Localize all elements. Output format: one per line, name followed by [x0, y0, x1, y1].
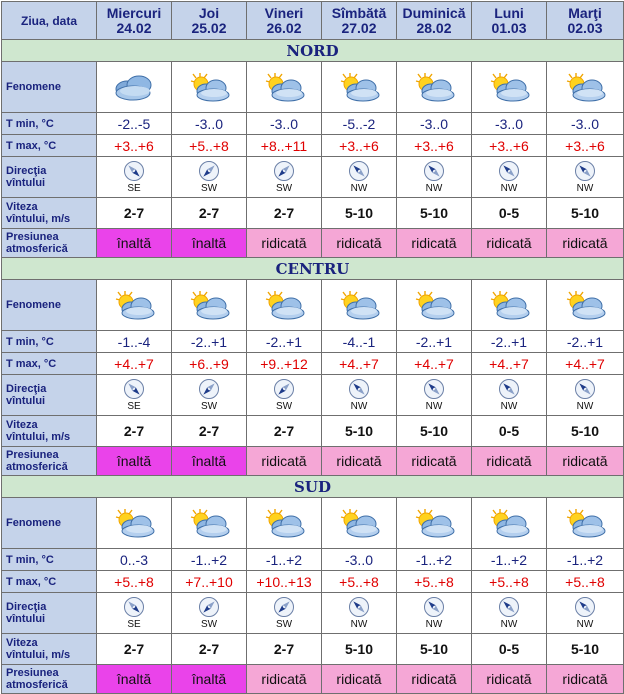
forecast-body	[2, 40, 624, 694]
wind-direction-cell	[472, 593, 547, 634]
tmin-value: -3..0	[322, 549, 397, 571]
tmin-value: -5..-2	[322, 113, 397, 135]
tmin-value: -1..-4	[97, 331, 172, 353]
wind-direction-cell	[247, 375, 322, 416]
tmax-row	[2, 353, 624, 375]
pressure-value: ridicată	[322, 447, 397, 476]
wind-direction-label: NW	[576, 401, 594, 412]
day-header	[322, 2, 397, 40]
row-label-line: Direcţia	[6, 383, 47, 395]
tmin-row	[2, 549, 624, 571]
wind-direction-label: SE	[127, 619, 141, 630]
row-label	[2, 593, 97, 634]
fenomene-row	[2, 62, 624, 113]
tmin-value: 0..-3	[97, 549, 172, 571]
tmax-value: +4..+7	[322, 353, 397, 375]
wind-speed-value: 5-10	[547, 198, 624, 229]
wind-direction-label: NW	[425, 183, 443, 194]
day-name: Duminică	[402, 4, 466, 21]
tmax-value: +7..+10	[172, 571, 247, 593]
row-label	[2, 665, 97, 694]
compass-icon	[123, 160, 145, 182]
pressure-value: ridicată	[472, 229, 547, 258]
corner-label: Ziua, data	[2, 2, 97, 40]
partly-sunny-icon	[172, 498, 247, 549]
row-label-line: vîntului, m/s	[6, 431, 71, 443]
tmin-value: -2..+1	[247, 331, 322, 353]
compass-icon	[574, 160, 596, 182]
wind-direction-cell	[472, 375, 547, 416]
partly-sunny-icon	[397, 498, 472, 549]
tmin-value: -3..0	[247, 113, 322, 135]
wind-speed-value: 0-5	[472, 634, 547, 665]
wind-speed-value: 2-7	[172, 198, 247, 229]
partly-sunny-icon	[397, 280, 472, 331]
wind-direction-row	[2, 375, 624, 416]
wind-direction-cell	[472, 157, 547, 198]
partly-sunny-icon	[247, 280, 322, 331]
tmin-value: -2..-5	[97, 113, 172, 135]
wind-speed-row	[2, 416, 624, 447]
partly-sunny-icon	[547, 498, 624, 549]
region-name: NORD	[2, 40, 624, 62]
region-row	[2, 40, 624, 62]
pressure-value: ridicată	[322, 665, 397, 694]
wind-direction-cell	[97, 157, 172, 198]
wind-direction-cell	[247, 157, 322, 198]
tmax-row	[2, 135, 624, 157]
row-label	[2, 416, 97, 447]
tmax-value: +10..+13	[247, 571, 322, 593]
wind-speed-value: 5-10	[397, 416, 472, 447]
partly-sunny-icon	[322, 498, 397, 549]
row-label-line: Viteza	[6, 637, 38, 649]
wind-direction-label: NW	[500, 619, 518, 630]
row-label-line: Viteza	[6, 201, 38, 213]
row-label-line: Presiunea	[6, 667, 59, 679]
pressure-value: ridicată	[472, 665, 547, 694]
compass-icon	[498, 378, 520, 400]
day-date: 25.02	[191, 19, 227, 36]
tmin-value: -4..-1	[322, 331, 397, 353]
wind-direction-cell	[547, 375, 624, 416]
wind-speed-value: 0-5	[472, 416, 547, 447]
wind-direction-label: NW	[576, 619, 594, 630]
wind-direction-cell	[97, 593, 172, 634]
tmax-value: +5..+8	[322, 571, 397, 593]
row-label	[2, 375, 97, 416]
tmax-value: +8..+11	[247, 135, 322, 157]
wind-direction-cell	[397, 593, 472, 634]
wind-speed-value: 2-7	[97, 416, 172, 447]
pressure-value: înaltă	[172, 229, 247, 258]
tmax-value: +4..+7	[397, 353, 472, 375]
day-header	[247, 2, 322, 40]
wind-speed-value: 5-10	[397, 198, 472, 229]
row-label	[2, 157, 97, 198]
tmax-value: +4..+7	[472, 353, 547, 375]
pressure-value: ridicată	[247, 229, 322, 258]
row-label-line: Direcţia	[6, 601, 47, 613]
wind-speed-value: 2-7	[97, 198, 172, 229]
partly-sunny-icon	[397, 62, 472, 113]
partly-sunny-icon	[472, 280, 547, 331]
day-date: 28.02	[416, 19, 452, 36]
wind-speed-value: 2-7	[247, 416, 322, 447]
wind-direction-cell	[397, 157, 472, 198]
partly-sunny-icon	[247, 498, 322, 549]
pressure-value: ridicată	[322, 229, 397, 258]
day-header	[397, 2, 472, 40]
pressure-value: ridicată	[247, 447, 322, 476]
compass-icon	[423, 160, 445, 182]
partly-sunny-icon	[547, 62, 624, 113]
wind-speed-value: 2-7	[247, 634, 322, 665]
wind-direction-label: SW	[275, 619, 293, 630]
wind-direction-label: SE	[127, 401, 141, 412]
wind-direction-cell	[247, 593, 322, 634]
day-name: Vineri	[264, 4, 304, 21]
tmax-value: +3..+6	[322, 135, 397, 157]
region-name: SUD	[2, 476, 624, 498]
partly-sunny-icon	[472, 62, 547, 113]
row-label-line: Presiunea	[6, 231, 59, 243]
day-date: 27.02	[341, 19, 377, 36]
tmin-value: -3..0	[172, 113, 247, 135]
pressure-value: ridicată	[547, 665, 624, 694]
wind-direction-label: NW	[500, 401, 518, 412]
day-name: Joi	[198, 4, 220, 21]
row-label-line: vîntului	[6, 177, 46, 189]
compass-icon	[498, 160, 520, 182]
row-label: T min, °C	[2, 549, 97, 571]
compass-icon	[273, 160, 295, 182]
partly-sunny-icon	[247, 62, 322, 113]
compass-icon	[574, 596, 596, 618]
tmax-value: +4..+7	[547, 353, 624, 375]
compass-icon	[198, 596, 220, 618]
tmin-value: -2..+1	[397, 331, 472, 353]
compass-icon	[123, 596, 145, 618]
row-label: T max, °C	[2, 353, 97, 375]
partly-sunny-icon	[97, 280, 172, 331]
row-label-line: Presiunea	[6, 449, 59, 461]
tmax-value: +3..+6	[547, 135, 624, 157]
row-label: T max, °C	[2, 135, 97, 157]
row-label	[2, 229, 97, 258]
row-label	[2, 447, 97, 476]
day-date: 01.03	[491, 19, 527, 36]
row-label	[2, 198, 97, 229]
pressure-value: ridicată	[547, 229, 624, 258]
wind-speed-value: 2-7	[247, 198, 322, 229]
tmin-value: -3..0	[547, 113, 624, 135]
tmin-value: -2..+1	[547, 331, 624, 353]
wind-direction-cell	[547, 593, 624, 634]
pressure-value: ridicată	[247, 665, 322, 694]
pressure-row	[2, 447, 624, 476]
wind-direction-cell	[172, 157, 247, 198]
wind-speed-value: 5-10	[322, 634, 397, 665]
row-label	[2, 634, 97, 665]
pressure-value: ridicată	[397, 229, 472, 258]
wind-speed-value: 5-10	[547, 416, 624, 447]
row-label: Fenomene	[2, 62, 97, 113]
row-label: Fenomene	[2, 280, 97, 331]
row-label-line: Viteza	[6, 419, 38, 431]
tmax-value: +5..+8	[547, 571, 624, 593]
tmax-value: +4..+7	[97, 353, 172, 375]
row-label-line: vîntului, m/s	[6, 213, 71, 225]
day-header	[472, 2, 547, 40]
row-label: T max, °C	[2, 571, 97, 593]
wind-speed-value: 5-10	[322, 198, 397, 229]
compass-icon	[574, 378, 596, 400]
tmin-value: -3..0	[472, 113, 547, 135]
wind-direction-label: SW	[275, 183, 293, 194]
wind-direction-label: SW	[200, 401, 218, 412]
header-row	[2, 2, 624, 40]
row-label: Fenomene	[2, 498, 97, 549]
cloudy-icon	[97, 62, 172, 113]
pressure-row	[2, 665, 624, 694]
tmin-value: -1..+2	[172, 549, 247, 571]
pressure-value: ridicată	[397, 665, 472, 694]
tmax-value: +6..+9	[172, 353, 247, 375]
wind-direction-cell	[322, 375, 397, 416]
wind-speed-value: 0-5	[472, 198, 547, 229]
tmin-value: -2..+1	[472, 331, 547, 353]
tmax-value: +3..+6	[97, 135, 172, 157]
compass-icon	[273, 596, 295, 618]
day-date: 24.02	[116, 19, 152, 36]
pressure-value: înaltă	[172, 665, 247, 694]
wind-direction-label: NW	[350, 183, 368, 194]
partly-sunny-icon	[322, 62, 397, 113]
tmin-value: -3..0	[397, 113, 472, 135]
wind-direction-label: SW	[200, 183, 218, 194]
tmin-row	[2, 113, 624, 135]
day-header	[547, 2, 624, 40]
pressure-row	[2, 229, 624, 258]
forecast-table	[1, 1, 624, 694]
tmax-value: +3..+6	[472, 135, 547, 157]
wind-speed-value: 5-10	[397, 634, 472, 665]
wind-direction-row	[2, 157, 624, 198]
day-header	[172, 2, 247, 40]
wind-speed-value: 2-7	[172, 634, 247, 665]
wind-direction-label: NW	[425, 401, 443, 412]
compass-icon	[348, 596, 370, 618]
compass-icon	[498, 596, 520, 618]
wind-direction-label: SW	[200, 619, 218, 630]
pressure-value: ridicată	[472, 447, 547, 476]
wind-speed-row	[2, 634, 624, 665]
wind-speed-value: 5-10	[547, 634, 624, 665]
wind-direction-cell	[322, 593, 397, 634]
compass-icon	[348, 160, 370, 182]
partly-sunny-icon	[472, 498, 547, 549]
tmax-value: +5..+8	[397, 571, 472, 593]
pressure-value: înaltă	[97, 665, 172, 694]
wind-direction-label: NW	[576, 183, 594, 194]
wind-direction-cell	[322, 157, 397, 198]
day-date: 02.03	[567, 19, 603, 36]
wind-direction-cell	[397, 375, 472, 416]
day-header	[97, 2, 172, 40]
partly-sunny-icon	[547, 280, 624, 331]
tmax-value: +5..+8	[172, 135, 247, 157]
wind-direction-label: SE	[127, 183, 141, 194]
compass-icon	[198, 160, 220, 182]
tmax-value: +5..+8	[472, 571, 547, 593]
row-label-line: vîntului, m/s	[6, 649, 71, 661]
tmin-value: -1..+2	[247, 549, 322, 571]
wind-direction-cell	[172, 593, 247, 634]
wind-direction-label: NW	[500, 183, 518, 194]
row-label-line: Direcţia	[6, 165, 47, 177]
wind-direction-row	[2, 593, 624, 634]
tmax-value: +5..+8	[97, 571, 172, 593]
row-label-line: vîntului	[6, 613, 46, 625]
compass-icon	[198, 378, 220, 400]
compass-icon	[123, 378, 145, 400]
tmin-value: -2..+1	[172, 331, 247, 353]
pressure-value: înaltă	[172, 447, 247, 476]
day-date: 26.02	[266, 19, 302, 36]
wind-direction-label: SW	[275, 401, 293, 412]
wind-direction-label: NW	[350, 401, 368, 412]
compass-icon	[423, 378, 445, 400]
wind-speed-row	[2, 198, 624, 229]
pressure-value: ridicată	[547, 447, 624, 476]
tmax-value: +3..+6	[397, 135, 472, 157]
partly-sunny-icon	[97, 498, 172, 549]
wind-speed-value: 2-7	[97, 634, 172, 665]
row-label-line: atmosferică	[6, 679, 68, 691]
day-name: Miercuri	[106, 4, 162, 21]
row-label: T min, °C	[2, 113, 97, 135]
partly-sunny-icon	[322, 280, 397, 331]
tmin-value: -1..+2	[547, 549, 624, 571]
region-name: CENTRU	[2, 258, 624, 280]
day-name: Marţi	[568, 4, 602, 21]
compass-icon	[348, 378, 370, 400]
wind-direction-cell	[547, 157, 624, 198]
tmax-value: +9..+12	[247, 353, 322, 375]
row-label-line: vîntului	[6, 395, 46, 407]
row-label-line: atmosferică	[6, 461, 68, 473]
compass-icon	[273, 378, 295, 400]
region-row	[2, 258, 624, 280]
region-row	[2, 476, 624, 498]
partly-sunny-icon	[172, 280, 247, 331]
pressure-value: înaltă	[97, 447, 172, 476]
row-label-line: atmosferică	[6, 243, 68, 255]
fenomene-row	[2, 280, 624, 331]
tmin-row	[2, 331, 624, 353]
pressure-value: ridicată	[397, 447, 472, 476]
fenomene-row	[2, 498, 624, 549]
wind-direction-label: NW	[425, 619, 443, 630]
day-name: Sîmbătă	[331, 4, 387, 21]
wind-direction-label: NW	[350, 619, 368, 630]
tmin-value: -1..+2	[397, 549, 472, 571]
tmin-value: -1..+2	[472, 549, 547, 571]
row-label: T min, °C	[2, 331, 97, 353]
wind-speed-value: 5-10	[322, 416, 397, 447]
wind-direction-cell	[172, 375, 247, 416]
compass-icon	[423, 596, 445, 618]
wind-direction-cell	[97, 375, 172, 416]
partly-sunny-icon	[172, 62, 247, 113]
tmax-row	[2, 571, 624, 593]
pressure-value: înaltă	[97, 229, 172, 258]
wind-speed-value: 2-7	[172, 416, 247, 447]
day-name: Luni	[494, 4, 524, 21]
